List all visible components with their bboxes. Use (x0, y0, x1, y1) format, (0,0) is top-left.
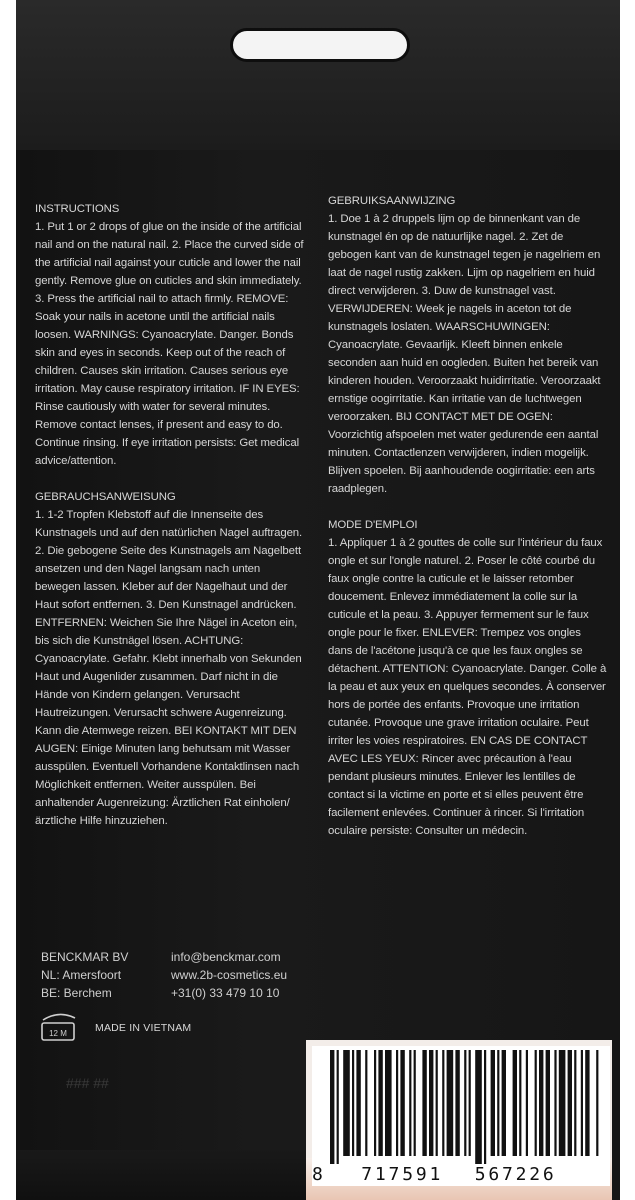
section-english (35, 200, 307, 470)
barcode-bar (352, 1050, 354, 1156)
column-right (328, 192, 608, 858)
heading-gebruiksaanwijzing: GEBRUIKSAANWIJZING (328, 195, 456, 207)
made-in-label: MADE IN VIETNAM (95, 1022, 192, 1034)
barcode-bar (409, 1050, 411, 1156)
barcode-bar (513, 1050, 517, 1156)
company-name: BENCKMAR BV (41, 950, 129, 964)
barcode-bar (526, 1050, 528, 1156)
barcode-bar (497, 1050, 499, 1156)
section-dutch (328, 192, 608, 498)
company-nl: NL: Amersfoort (41, 968, 122, 982)
barcode-bar (559, 1050, 566, 1156)
barcode-bar (502, 1050, 506, 1156)
heading-mode-emploi: MODE D'EMPLOI (328, 519, 418, 531)
barcode-bar (455, 1050, 459, 1156)
company-be: BE: Berchem (41, 986, 112, 1000)
barcode-bar (385, 1050, 392, 1156)
package-back (16, 0, 620, 1200)
period-after-opening-icon (38, 1012, 80, 1042)
barcode-bar (436, 1050, 438, 1156)
barcode-bar (429, 1050, 433, 1156)
barcode-bar (378, 1050, 382, 1156)
barcode-bar (447, 1050, 454, 1156)
german-body: 1. 1-2 Tropfen Klebstoff auf die Innenseite des Kunstnagels und auf den natürlichen Nagel auftragen. 2. Die gebogene Seite des Kunstnagels am Nagelbett ansetzen und den Nagel langsam nach unten bewegen lassen. Kleber auf der Nagelhaut und der Haut sofort entfernen. 3. Den Kunstnagel andrücken. ENTFERNEN: Weichen Sie Ihre Nägel in Aceton ein, bis sich die Kunstnägel lösen. ACHTUNG: Cyanoacrylate. Gefahr. Klebt innerhalb von Sekunden Haut und Augenlider zusammen. Darf nicht in die Hände von Kindern gelangen. Verursacht Hautreizungen. Verursacht schwere Augenreizung. Kann die Atemwege reizen. BEI KONTAKT MIT DEN AUGEN: Einige Minuten lang behutsam mit Wasser ausspülen. Eventuell Vorhandene Kontaktlinsen nach Möglichkeit entfernen. Weiter ausspülen. Bei anhaltender Augenreizung: Ärztlichen Rat einholen/ärztliche Hilfe hinzuziehen. (35, 509, 303, 827)
barcode-group-right: 567226 (474, 1164, 557, 1185)
barcode-bar (330, 1050, 334, 1164)
barcode-bar (574, 1050, 576, 1156)
french-body: 1. Appliquer 1 à 2 gouttes de colle sur l'intérieur du faux ongle et sur l'ongle naturel. 2. Poser le côté courbé du faux ongle contre la cuticule et le laisser retomber doucement. Enlevez immédiatement la colle sur la cuticule et la peau. 3. Appuyer fermement sur le faux ongle pour le fixer. ENLEVER: Trempez vos ongles dans de l'acétone jusqu'à ce que les faux ongles se détachent. ATTENTION: Cyanoacrylate. Danger. Colle à la peau et aux yeux en quelques secondes. À conserver hors de portée des enfants. Provoque une irritation cutanée. Provoque une grave irritation oculaire. Peut irriter les voies respiratoires. EN CAS DE CONTACT AVEC LES YEUX: Rincer avec précaution à l'eau pendant plusieurs minutes. Enlever les lentilles de contact si la victime en porte et si elles peuvent être facilement enlevées. Continuer à rincer. Si l'irritation oculaire persiste: Consulter un médecin. (328, 537, 607, 837)
dutch-body: 1. Doe 1 à 2 druppels lijm op de binnenkant van de kunstnagel én op de natuurlijke nagel. 2. Zet de gebogen kant van de kunstnagel tegen je nagelriem en laat de nagel rustig zakken. Lijm op nagelriem en huid direct verwijderen. 3. Duw de kunstnagel vast. VERWIJDEREN: Week je nagels in aceton tot de kunstnagels loslaten. WAARSCHUWINGEN: Cyanoacrylate. Gevaarlijk. Kleeft binnen enkele seconden aan huid en oogleden. Buiten het bereik van kinderen houden. Veroorzaakt huidirritatie. Veroorzaakt ernstige oogirritatie. Kan irritatie van de luchtwegen veroorzaken. BIJ CONTACT MET DE OGEN: Voorzichtig afspoelen met water gedurende een aantal minuten. Contactlenzen verwijderen, indien mogelijk. Blijven spoelen. Bij aanhoudende oogirritatie: een arts raadplegen. (328, 213, 601, 495)
faint-print: ### ## (66, 1075, 109, 1091)
pao-label: 12 M (49, 1029, 67, 1038)
barcode-bar (554, 1050, 556, 1156)
barcode-bar (491, 1050, 495, 1156)
barcode-bar (343, 1050, 350, 1156)
barcode-bar (539, 1050, 543, 1156)
section-french (328, 516, 608, 840)
barcode-bar (535, 1050, 537, 1156)
barcode-bar (596, 1050, 598, 1156)
company-address (41, 948, 171, 1002)
barcode-bar (374, 1050, 376, 1156)
heading-instructions: INSTRUCTIONS (35, 203, 120, 215)
hang-tab-hole (230, 28, 410, 62)
barcode-lead-digit: 8 (312, 1164, 326, 1185)
barcode-bars (312, 1046, 610, 1164)
barcode-bar (442, 1050, 444, 1156)
barcode-bar (396, 1050, 398, 1156)
english-body: 1. Put 1 or 2 drops of glue on the inside of the artificial nail and on the natural nail. 2. Place the curved side of the artificial nail against your cuticle and lower the nail gently. Remove glue on cuticles and skin immediately. 3. Press the artificial nail to attach firmly. REMOVE: Soak your nails in acetone until the artificial nails loosen. WARNINGS: Cyanoacrylate. Danger. Bonds skin and eyes in seconds. Keep out of the reach of children. Causes skin irritation. Causes serious eye irritation. May cause respiratory irritation. IF IN EYES: Rinse cautiously with water for several minutes. Remove contact lenses, if present and easy to do. Continue rinsing. If eye irritation persists: Get medical advice/attention. (35, 221, 304, 467)
heading-gebrauchsanweisung: GEBRAUCHSANWEISUNG (35, 491, 176, 503)
box-lip (16, 1150, 316, 1200)
company-phone: +31(0) 33 479 10 10 (171, 986, 280, 1000)
barcode-bar (414, 1050, 416, 1156)
barcode-digits (312, 1164, 610, 1185)
barcode-bar (475, 1050, 482, 1164)
company-email: info@benckmar.com (171, 950, 281, 964)
barcode-bar (400, 1050, 404, 1156)
company-website: www.2b-cosmetics.eu (171, 968, 288, 982)
barcode-bar (585, 1050, 589, 1156)
barcode-bar (464, 1050, 466, 1156)
barcode-bar (337, 1050, 339, 1164)
column-left (35, 200, 307, 848)
barcode-bar (519, 1050, 521, 1156)
barcode-bar (356, 1050, 360, 1156)
barcode-area (312, 1046, 610, 1186)
barcode-bar (365, 1050, 367, 1156)
barcode-bar (422, 1050, 426, 1156)
barcode-bar (484, 1050, 486, 1164)
company-contact (171, 948, 341, 1002)
barcode-label (306, 1040, 612, 1200)
barcode-bar (469, 1050, 471, 1156)
barcode-group-left: 717591 (361, 1164, 444, 1185)
barcode-bar (581, 1050, 583, 1156)
barcode-bar (568, 1050, 572, 1156)
barcode-bar (546, 1050, 550, 1156)
section-german (35, 488, 307, 830)
